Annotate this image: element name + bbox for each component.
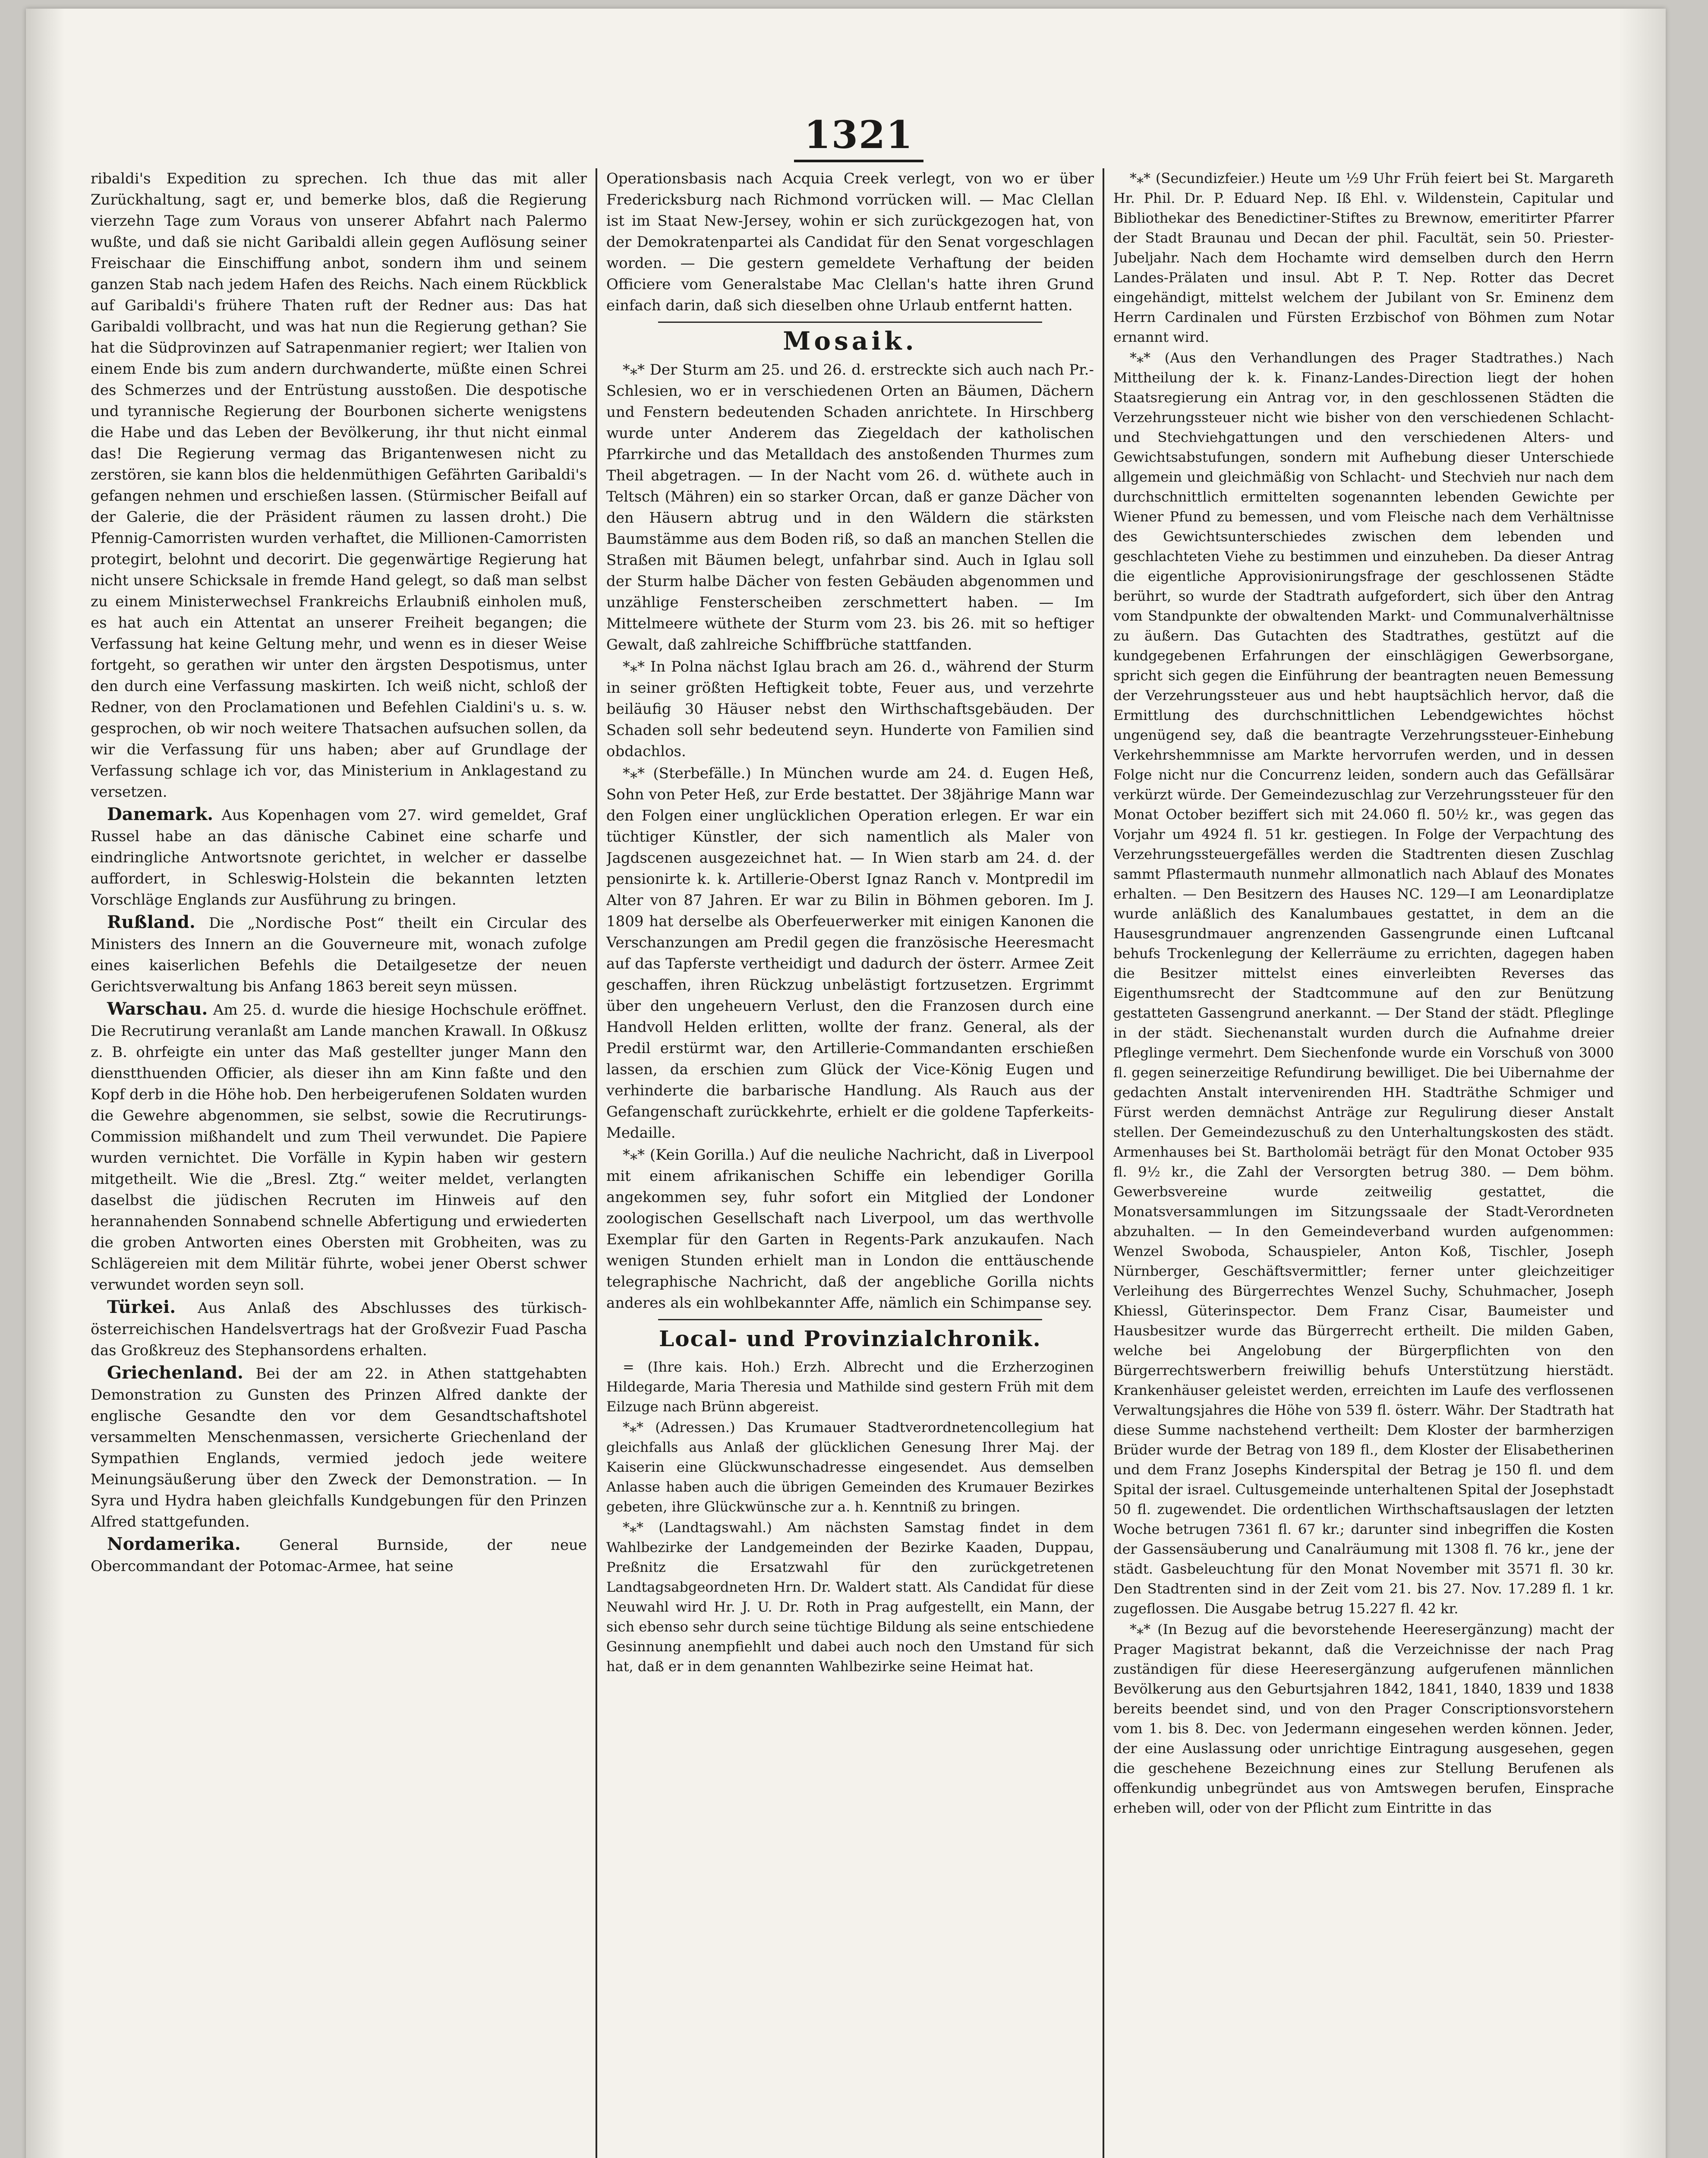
local-item: *⁎* (In Bezug auf die bevorstehende Heeresergänzung) macht der Prager Magistrat bekannt, daß die Verzeichnisse der nach Prag zuständigen für diese Heeresergänzung aufgerufenen männlichen Bevölkerung aus den Geburtsjahren 1842, 1841, 1840, 1839 und 1838 bereits beendet sind, und von den Prager Conscriptionsvorstehern vom 1. bis 8. Dec. von Jedermann eingesehen werden können. Jeder, der eine Auslassung oder unrichtige Eintragung ausgesehen, gegen die geschehene Bezeichnung eines zur Stellung Berufenen als offenkundig unbegründet aus von Amtswegen berufen, Einsprache erheben will, oder von der Pflicht zum Eintritte in das: [1113, 1621, 1614, 1816]
page-number-rule: [794, 160, 923, 162]
column-2: [606, 168, 1094, 2158]
binding-shadow: [26, 9, 65, 2158]
mosaik-item: *⁎* (Kein Gorilla.) Auf die neuliche Nachricht, daß in Liverpool mit einem afrikanischen Schiffe ein lebendiger Gorilla angekommen sey, fuhr sofort ein Mitglied der Londoner zoologischen Gesellschaft nach Liverpool, um das werthvolle Exemplar für den Garten in Regents-Park anzukaufen. Nach wenigen Stunden erhielt man in London die enttäuschende telegraphische Nachricht, daß der angebliche Gorilla nichts anderes als ein wohlbekannter Affe, nämlich ein Schimpanse sey.: [606, 1146, 1094, 1312]
column-1: [91, 168, 587, 2158]
article-lead: Türkei.: [107, 1297, 176, 1317]
article-text: Die „Nordische Post“ theilt ein Circular des Ministers des Innern an die Gouverneure mit, wonach zufolge eines kaiserlichen Befehls die Detailgesetze der neuen Gerichtsverwaltung bis Anfang 1863 bereit seyn müssen.: [91, 915, 587, 995]
article-text: Bei der am 22. in Athen stattgehabten Demonstration zu Gunsten des Prinzen Alfred dankte der englische Gesandte den vor dem Gesandtschaftshotel versammelten Menschenmassen, versicherte Griechenland der Sympathien Englands, vermied jedoch jede weitere Meinungsäußerung über den Zweck der Demonstration. — In Syra und Hydra haben gleichfalls Kundgebungen für den Prinzen Alfred stattgefunden.: [91, 1365, 587, 1530]
page-number: 1321: [804, 112, 914, 157]
local-item: *⁎* (Landtagswahl.) Am nächsten Samstag findet in dem Wahlbezirke der Landgemeinden der Bezirke Kaaden, Duppau, Preßnitz die Ersatzwahl für den zurückgetretenen Landtagsabgeordneten Hrn. Dr. Waldert statt. Als Candidat für diese Neuwahl wird Hr. J. U. Dr. Roth in Prag aufgestellt, ein Mann, der sich ebenso sehr durch seine tüchtige Bildung als seine entschiedene Gesinnung anempfiehlt und dabei auch noch den Umstand für sich hat, daß er in dem genannten Wahlbezirke seine Heimat hat.: [606, 1519, 1094, 1675]
page-edge: [1618, 9, 1666, 2158]
mosaik-item: *⁎* Der Sturm am 25. und 26. d. erstreckte sich auch nach Pr.-Schlesien, wo er in verschiedenen Orten an Bäumen, Dächern und Fenstern bedeutenden Schaden anrichtete. In Hirschberg wurde unter Anderem das Ziegeldach der katholischen Pfarrkirche und das Metalldach des anstoßenden Thurmes zum Theil abgetragen. — In der Nacht vom 26. d. wüthete auch in Teltsch (Mähren) ein so starker Orcan, daß er ganze Dächer von den Häusern abtrug und in den Wäldern die stärksten Baumstämme aus dem Boden riß, so daß an manchen Stellen die Straßen mit Bäumen belegt, unfahrbar sind. Auch in Iglau soll der Sturm halbe Dächer von festen Gebäuden abgenommen und unzählige Fensterscheiben zerschmettert haben. — Im Mittelmeere wüthete der Sturm vom 23. bis 26. mit so heftiger Gewalt, daß zahlreiche Schiffbrüche stattfanden.: [606, 361, 1094, 653]
section-heading-mosaik: Mosaik.: [783, 326, 917, 356]
article-lead: Griechenland.: [107, 1363, 243, 1383]
article-north-america: [91, 1533, 587, 1577]
article-denmark: [91, 804, 587, 911]
article-text: Aus Kopenhagen vom 27. wird gemeldet, Graf Russel habe an das dänische Cabinet eine scharfe und eindringliche Antwortsnote gerichtet, in welcher er dasselbe auffordert, in Schleswig-Holstein die bekannten letzten Vorschläge Englands zur Ausführung zu bringen.: [91, 807, 587, 909]
article-greece: [91, 1362, 587, 1533]
local-item: = (Ihre kais. Hoh.) Erzh. Albrecht und die Erzherzoginen Hildegarde, Maria Theresia und Mathilde sind gestern Früh mit dem Eilzuge nach Brünn abgereist.: [606, 1359, 1094, 1415]
article-russia: [91, 912, 587, 997]
article-text: Aus Anlaß des Abschlusses des türkisch-österreichischen Handelsvertrags hat der Großvezir Fuad Pascha das Großkreuz des Stephansordens erhalten.: [91, 1300, 587, 1359]
article-warsaw: [91, 998, 587, 1296]
article-text: Am 25. d. wurde die hiesige Hochschule eröffnet. Die Recrutirung veranlaßt am Lande manchen Krawall. In Oßkusz z. B. ohrfeigte ein unter das Maß gestellter junger Mann den dienstthuenden Officier, als dieser ihn am Kinn faßte und den Kopf derb in die Höhe hob. Den herbeigerufenen Soldaten wurden die Gewehre abgenommen, sie selbst, sowie die Recrutirungs-Commission mißhandelt und zum Theil verwundet. Die Papiere wurden vernichtet. Die Vorfälle in Kypin haben wir gestern mitgetheilt. Wie die „Bresl. Ztg.“ weiter meldet, verlangten daselbst die jüdischen Recruten im Hinweis auf den herannahenden Sonnabend schnelle Abfertigung und erwiederten die groben Antworten eines Obersten mit Grobheiten, was zu Schlägereien mit dem Militär führte, wobei jener Oberst schwer verwundet worden seyn soll.: [91, 1001, 587, 1294]
column-rule-2: [1103, 168, 1104, 2158]
column-3: [1113, 168, 1614, 2158]
article-lead: Danemark.: [107, 804, 214, 824]
article-lead: Warschau.: [107, 999, 208, 1019]
column-rule-1: [596, 168, 597, 2158]
article-turkey: [91, 1297, 587, 1361]
article-north-america-continued: Operationsbasis nach Acquia Creek verlegt, von wo er über Fredericksburg nach Richmond vorrücken will. — Mac Clellan ist im Staat New-Jersey, wohin er sich zurückgezogen hat, von der Demokratenpartei als Candidat für den Senat vorgeschlagen worden. — Die gestern gemeldete Verhaftung der beiden Officiere vom Generalstabe Mac Clellan's hatte ihren Grund einfach darin, daß sich dieselben ohne Urlaub entfernt hatten.: [606, 170, 1094, 314]
mosaik-item: *⁎* (Sterbefälle.) In München wurde am 24. d. Eugen Heß, Sohn von Peter Heß, zur Erde bestattet. Der 38jährige Mann war den Folgen einer unglücklichen Operation erlegen. Er war ein tüchtiger Künstler, der sich namentlich als Maler von Jagdscenen ausgezeichnet hat. — In Wien starb am 24. d. der pensionirte k. k. Artillerie-Oberst Ignaz Ranch v. Montpredil im Alter von 87 Jahren. Er war zu Bilin in Böhmen geboren. Im J. 1809 hat derselbe als Oberfeuerwerker mit einigen Kanonen die Verschanzungen am Predil gegen die französische Heeresmacht auf das Tapferste vertheidigt und dadurch der österr. Armee Zeit geschaffen, ihren Rückzug unbelästigt fortzusetzen. Ergrimmt über den ungeheuern Verlust, den die Franzosen durch eine Handvoll Helden erlitten, wollte der franz. General, als der Predil erstürmt war, den Artillerie-Commandanten erschießen lassen, da erschien zum Glück der Vice-König Eugen und verhinderte die barbarische Handlung. Als Rauch aus der Gefangenschaft zurückkehrte, erhielt er die goldene Tapferkeits-Medaille.: [606, 765, 1094, 1142]
article-lead: Rußland.: [107, 912, 195, 932]
local-item: *⁎* (Aus den Verhandlungen des Prager Stadtrathes.) Nach Mittheilung der k. k. Finanz-Landes-Direction liegt der hohen Staatsregierung ein Antrag vor, in den geschlossenen Städten die Verzehrungssteuer nicht wie bisher von den verschiedenen Schlacht- und Stechviehgattungen und den verschiedenen Alters- und Gewichtsabstufungen, sondern mit Aufhebung dieser Unterschiede allgemein und gleichmäßig von Schlacht- und Stechvieh nur nach dem durchschnittlich ermittelten sogenannten lebenden Gewichte per Wiener Pfund zu bemessen, und vom Fleische nach dem Verhältnisse des Gewichtsunterschiedes zwischen dem lebenden und geschlachteten Viehe zu bestimmen und einzuheben. Da dieser Antrag die eigentliche Approvisionirungsfrage der geschlossenen Städte berührt, so wurde der Stadtrath aufgefordert, sich über den Antrag vom Standpunkte der obwaltenden Markt- und Communalverhältnisse zu äußern. Das Gutachten des Stadtrathes, gestützt auf die kundgegebenen Erfahrungen der einschlägigen Gewerbsorgane, spricht sich gegen die Einführung der beantragten neuen Bemessung der Verzehrungssteuer aus und hebt hauptsächlich hervor, daß die Ermittlung des durchschnittlichen Lebendgewichtes höchst ungenügend sey, daß die beantragte Verzehrungssteuer-Einhebung Verkehrshemmnisse am Markte hervorrufen werden, und in dessen Folge nicht nur die Concurrenz leiden, sondern auch das Gefällsärar verkürzt würde. Der Gemeindezuschlag zur Verzehrungssteuer für den Monat October beziffert sich mit 24.060 fl. 50½ kr., was gegen das Vorjahr um 4924 fl. 51 kr. gestiegen. In Folge der Verpachtung des Verzehrungssteuergefälles werden die Stadtrenten diesen Zuschlag sammt Pflastermauth nunmehr allmonatlich nach Ablauf des Monates erhalten. — Den Besitzern des Hauses NC. 129—I am Leonardiplatze wurde anläßlich des Kanalumbaues gestattet, in dem an die Hausesgrundmauer angrenzenden Gassengrunde einen Luftcanal behufs Trockenlegung der Kellerräume zu errichten, dagegen haben die Besitzer mittelst eines einverleibten Reverses das Eigenthumsrecht der Stadtcommune auf den zur Benützung gestatteten Gassengrund anerkannt. — Der Stand der städt. Pfleglinge in der städt. Siechenanstalt wurden durch die Aufnahme dreier Pfleglinge vermehrt. Dem Siechenfonde wurde ein Vorschuß von 3000 fl. gegen seinerzeitige Refundirung bewilliget. Die bei Uibernahme der gedachten Anstalt intervenirenden HH. Stadträthe Schmiger und Fürst werden demnächst Anträge zur Regulirung dieser Anstalt stellen. Der Gemeindezuschuß zu den Unterhaltungskosten des städt. Armenhauses bei St. Bartholomäi beträgt für den Monat October 935 fl. 9½ kr., die Zahl der Versorgten betrug 380. — Dem böhm. Gewerbsvereine wurde zeitweilig gestattet, die Monatsversammlungen im Sitzungssaale der Stadt-Verordneten abzuhalten. — In den Gemeindeverband wurden aufgenommen: Wenzel Swoboda, Schauspieler, Anton Koß, Tischler, Joseph Nürnberger, Geschäftsvermittler; ferner unter gleichzeitiger Verleihung des Bürgerrechtes Wenzel Suchy, Schuhmacher, Joseph Khiessl, Güterinspector. Dem Franz Cisar, Baumeister und Hausbesitzer wurde das Bürgerrecht ertheilt. Die milden Gaben, welche bei Angelobung der Bürgerpflichten von den Bürgerrechtswerbern freiwillig behufs Unterstützung hierstädt. Krankenhäuser geleistet werden, erreichten im Laufe des verflossenen Verwaltungsjahres die Höhe von 539 fl. österr. Währ. Der Stadtrath hat diese Summe nachstehend vertheilt: Dem Kloster der barmherzigen Brüder wurde der Betrag von 189 fl., dem Kloster der Elisabetherinen und dem Franz Josephs Kinderspital der Betrag je 150 fl. und dem Spital der israel. Cultusgemeinde unterhaltenen Spital der Josephstadt 50 fl. zugewendet. Die ordentlichen Wirthschaftsauslagen der letzten Woche betrugen 7361 fl. 67 kr.; darunter sind inbegriffen die Kosten der Gassensäuberung und Canalräumung mit 1308 fl. 76 kr., jene der städt. Gasbeleuchtung für den Monat November mit 3571 fl. 30 kr. Den Stadtrenten sind in der Zeit vom 21. bis 27. Nov. 17.289 fl. 1 kr. zugeflossen. Die Ausgabe betrug 15.227 fl. 42 kr.: [1113, 350, 1614, 1617]
local-item: *⁎* (Secundizfeier.) Heute um ½9 Uhr Früh feiert bei St. Margareth Hr. Phil. Dr. P. Eduard Nep. Iß Ehl. v. Wildenstein, Capitular und Bibliothekar des Benedictiner-Stiftes zu Brewnow, emeritirter Pfarrer der Stadt Braunau und Decan der phil. Facultät, sein 50. Priester-Jubeljahr. Nach dem Hochamte wird demselben durch den Herrn Landes-Prälaten und insul. Abt P. T. Nep. Rotter das Decret eingehändigt, mittelst welchem der Jubilant von Sr. Eminenz dem Herrn Cardinalen und Fürsten Erzbischof von Böhmen zum Notar ernannt wird.: [1113, 170, 1614, 345]
article-lead: Nordamerika.: [107, 1534, 241, 1554]
section-heading-local-chronicle: Local- und Provinzialchronik.: [659, 1326, 1041, 1351]
newspaper-page: [26, 9, 1666, 2158]
article-italy-continued: ribaldi's Expedition zu sprechen. Ich thue das mit aller Zurückhaltung, sagt er, und bemerke blos, daß die Regierung vierzehn Tage zum Voraus von unserer Abfahrt nach Palermo wußte, und daß sie nicht Garibaldi allein gegen Auflösung seiner Freischaar die Einschiffung anbot, sondern ihm und seinem ganzen Stab nach jedem Hafen des Reichs. Nach einem Rückblick auf Garibaldi's frühere Thaten ruft der Redner aus: Das hat Garibaldi vollbracht, und was hat nun die Regierung gethan? Sie hat die Südprovinzen auf Satrapenmanier regiert; wer Italien von einem Ende bis zum andern durchwanderte, müßte einen Schrei des Schmerzes und der Entrüstung ausstoßen. Die despotische und tyrannische Regierung der Bourbonen sicherte wenigstens die Habe und das Leben der Bevölkerung, ihr thut nicht einmal das! Die Regierung vermag das Brigantenwesen nicht zu zerstören, sie kann blos die heldenmüthigen Gefährten Garibaldi's gefangen nehmen und erschießen lassen. (Stürmischer Beifall auf der Galerie, die der Präsident räumen zu lassen droht.) Die Pfennig-Camorristen wurden verhaftet, die Millionen-Camorristen protegirt, belohnt und decorirt. Die gegenwärtige Regierung hat nicht unsere Schicksale in fremde Hand gelegt, so daß man selbst zu einem Ministerwechsel Frankreichs Erlaubniß einholen muß, es hat auch ein Attentat an unserer Freiheit begangen; die Verfassung hat keine Geltung mehr, und wenn es in dieser Weise fortgeht, so gerathen wir unter den ärgsten Despotismus, unter den durch eine Verfassung maskirten. Ich weiß nicht, schloß der Redner, von den Proclamationen und Befehlen Cialdini's u. s. w. gesprochen, ob wir noch weitere Thatsachen aufsuchen sollen, da wir die Verfassung für uns haben; aber auf Grundlage der Verfassung schlage ich vor, das Ministerium in Anklagestand zu versetzen.: [91, 170, 587, 801]
local-item: *⁎* (Adressen.) Das Krumauer Stadtverordnetencollegium hat gleichfalls aus Anlaß der glücklichen Genesung Ihrer Maj. der Kaiserin eine Glückwunschadresse eingesendet. Aus demselben Anlasse haben auch die übrigen Gemeinden des Krumauer Bezirkes gebeten, ihre Glückwünsche zur a. h. Kenntniß zu bringen.: [606, 1419, 1094, 1515]
section-rule: [658, 1319, 1042, 1320]
mosaik-item: *⁎* In Polna nächst Iglau brach am 26. d., während der Sturm in seiner größten Heftigkeit tobte, Feuer aus, und verzehrte beiläufig 30 Häuser nebst den Wirthschaftsgebäuden. Der Schaden soll sehr bedeutend seyn. Hunderte von Familien sind obdachlos.: [606, 658, 1094, 760]
section-rule: [658, 322, 1042, 323]
article-text: General Burnside, der neue Obercommandant der Potomac-Armee, hat seine: [91, 1536, 587, 1575]
